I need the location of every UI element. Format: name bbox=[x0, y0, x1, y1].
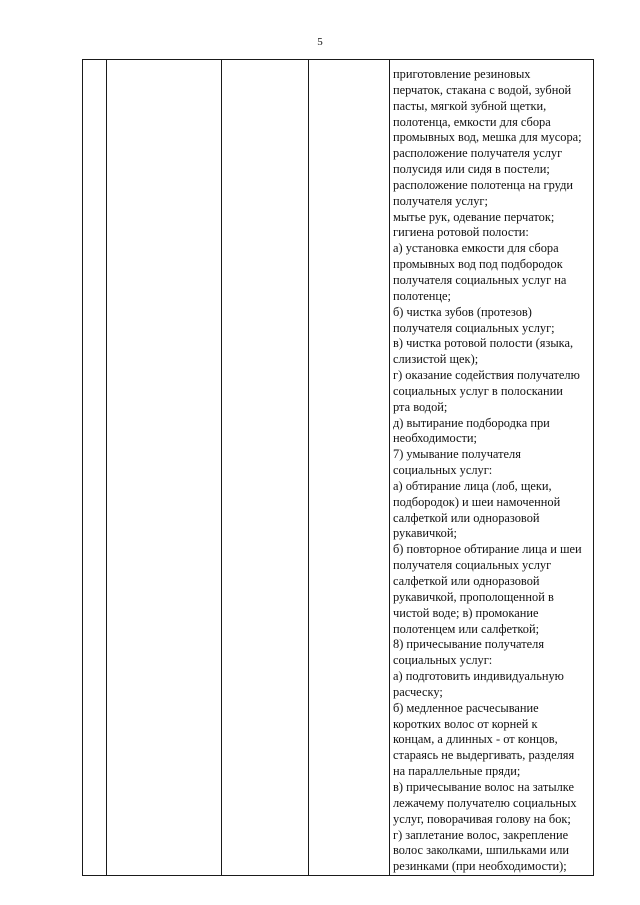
description-line: приготовление резиновых bbox=[393, 67, 531, 81]
table-cell-service-description bbox=[390, 60, 594, 876]
description-line: получателя социальных услуг bbox=[393, 558, 552, 573]
description-line: слизистой щек); bbox=[393, 352, 479, 367]
description-line: резинками (при необходимости); bbox=[393, 859, 567, 874]
table-cell-col-1 bbox=[83, 60, 107, 876]
description-line: получателя социальных услуг на bbox=[393, 272, 567, 287]
description-line: б) медленное расчесывание bbox=[393, 700, 539, 715]
table-cell-col-4 bbox=[309, 60, 390, 876]
description-line: пасты, мягкой зубной щетки, bbox=[393, 98, 547, 113]
description-line: промывных вод, мешка для мусора; bbox=[393, 130, 582, 145]
table-cell-col-2 bbox=[107, 60, 222, 876]
description-line: расположение получателя услуг bbox=[393, 146, 563, 161]
description-line: 8) причесывание получателя bbox=[393, 637, 545, 652]
description-line: в) чистка ротовой полости (языка, bbox=[393, 336, 574, 351]
description-line: перчаток, стакана с водой, зубной bbox=[393, 82, 572, 97]
service-description-text bbox=[390, 60, 593, 875]
description-line: а) обтирание лица (лоб, щеки, bbox=[393, 478, 552, 493]
description-line: концам, а длинных - от концов, bbox=[393, 732, 558, 747]
description-line: б) чистка зубов (протезов) bbox=[393, 304, 532, 319]
description-line: б) повторное обтирание лица и шеи bbox=[393, 542, 582, 557]
description-line: рукавичкой, прополощенной в bbox=[393, 589, 554, 604]
description-line: салфеткой или одноразовой bbox=[393, 510, 540, 525]
description-line: полотенцем или салфеткой; bbox=[393, 621, 540, 636]
table-cell-col-3 bbox=[222, 60, 309, 876]
description-line: социальных услуг: bbox=[393, 653, 493, 668]
table-row bbox=[83, 60, 594, 876]
description-line: д) вытирание подбородка при bbox=[393, 415, 550, 430]
description-line: коротких волос от корней к bbox=[393, 716, 538, 731]
description-line: социальных услуг в полоскании bbox=[393, 383, 563, 398]
description-line: расположение полотенца на груди bbox=[393, 177, 574, 192]
description-line: рта водой; bbox=[393, 399, 448, 414]
description-line: салфеткой или одноразовой bbox=[393, 574, 540, 588]
description-line: промывных вод под подбородок bbox=[393, 257, 563, 272]
description-line: лежачему получателю социальных bbox=[393, 795, 577, 810]
description-line: а) установка емкости для сбора bbox=[393, 241, 559, 256]
services-table bbox=[82, 59, 594, 876]
description-line: в) причесывание волос на затылке bbox=[393, 779, 574, 794]
description-line: стараясь не выдергивать, разделяя bbox=[393, 748, 575, 763]
description-line: услуг, поворачивая голову на бок; bbox=[393, 811, 571, 826]
description-line: гигиена ротовой полости: bbox=[393, 225, 529, 240]
description-line: волос заколками, шпильками или bbox=[393, 843, 570, 858]
description-line: г) оказание содействия получателю bbox=[393, 368, 580, 383]
description-line: 7) умывание получателя bbox=[393, 447, 521, 462]
description-line: подбородок) и шеи намоченной bbox=[393, 494, 561, 509]
description-line: получателя услуг; bbox=[393, 193, 488, 208]
description-line: мытье рук, одевание перчаток; bbox=[393, 209, 555, 224]
description-line: чистой воде; в) промокание bbox=[393, 605, 539, 620]
description-line: полусидя или сидя в постели; bbox=[393, 162, 550, 177]
description-line: социальных услуг: bbox=[393, 463, 493, 478]
description-line: а) подготовить индивидуальную bbox=[393, 669, 564, 684]
description-line: на параллельные пряди; bbox=[393, 764, 521, 779]
page-number: 5 bbox=[317, 36, 323, 48]
description-line: полотенца, емкости для сбора bbox=[393, 114, 551, 129]
description-line: полотенце; bbox=[393, 288, 451, 303]
description-line: получателя социальных услуг; bbox=[393, 320, 555, 335]
description-line: расческу; bbox=[393, 684, 443, 699]
description-line: г) заплетание волос, закрепление bbox=[393, 827, 569, 842]
description-line: рукавичкой; bbox=[393, 526, 457, 541]
description-line: необходимости; bbox=[393, 431, 477, 446]
